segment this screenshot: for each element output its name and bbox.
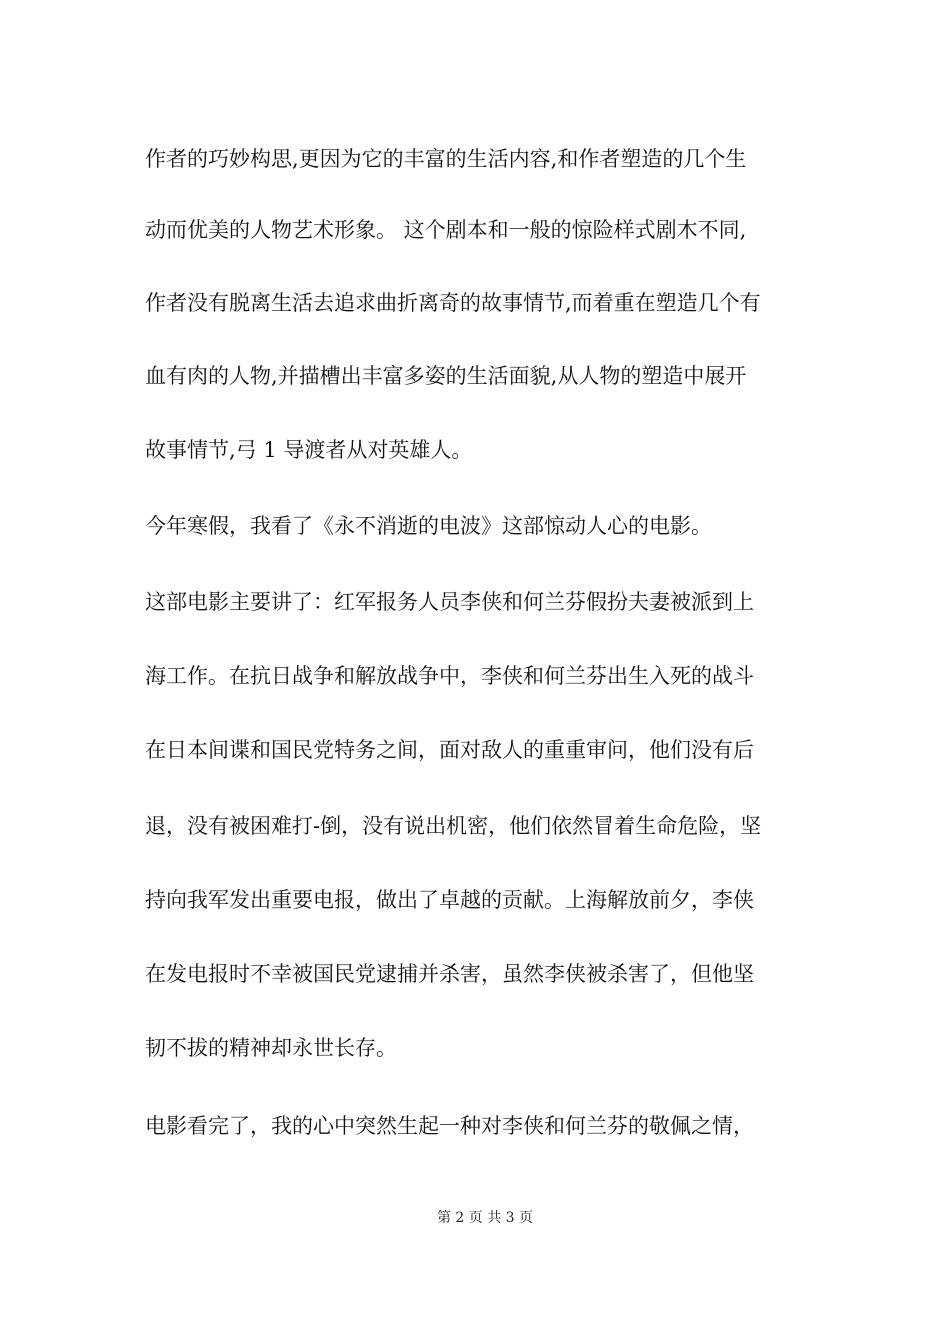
text-line-10: 退，没有被困难打-倒，没有说出机密，他们依然冒着生命危险，坚 xyxy=(145,814,762,838)
text-line-9: 在日本间谍和国民党特务之间，面对敌人的重重审问，他们没有后 xyxy=(145,738,754,762)
text-line-5: 故事情节,弓 1 导渡者从对英雄人。 xyxy=(145,438,473,462)
text-line-14: 电影看完了，我的心中突然生起一种对李侠和何兰芬的敬佩之情， xyxy=(145,1114,754,1138)
text-line-13: 韧不拔的精神却永世长存。 xyxy=(145,1036,397,1060)
text-line-3: 作者没有脱离生活去追求曲折离奇的故事情节,而着重在塑造几个有 xyxy=(145,291,761,315)
text-line-1: 作者的巧妙构思,更因为它的丰富的生活内容,和作者塑造的几个生 xyxy=(145,147,747,171)
text-line-7: 这部电影主要讲了：红军报务人员李侠和何兰芬假扮夫妻被派到上 xyxy=(145,590,754,614)
page-footer: 第 2 页 共 3 页 xyxy=(436,1210,534,1226)
text-line-2: 动而优美的人物艺术形象。 这个剧本和一般的惊险样式剧木不同, xyxy=(145,218,747,242)
text-line-6: 今年寒假，我看了《永不消逝的电波》这部惊动人心的电影。 xyxy=(145,514,712,538)
text-line-12: 在发电报时不幸被国民党逮捕并杀害，虽然李侠被杀害了，但他坚 xyxy=(145,962,754,986)
text-line-8: 海工作。在抗日战争和解放战争中，李侠和何兰芬出生入死的战斗 xyxy=(145,664,754,688)
text-line-11: 持向我军发出重要电报，做出了卓越的贡献。上海解放前夕，李侠 xyxy=(145,888,754,912)
text-line-4: 血有肉的人物,并描槽出丰富多姿的生活面貌,从人物的塑造中展开 xyxy=(145,364,747,388)
